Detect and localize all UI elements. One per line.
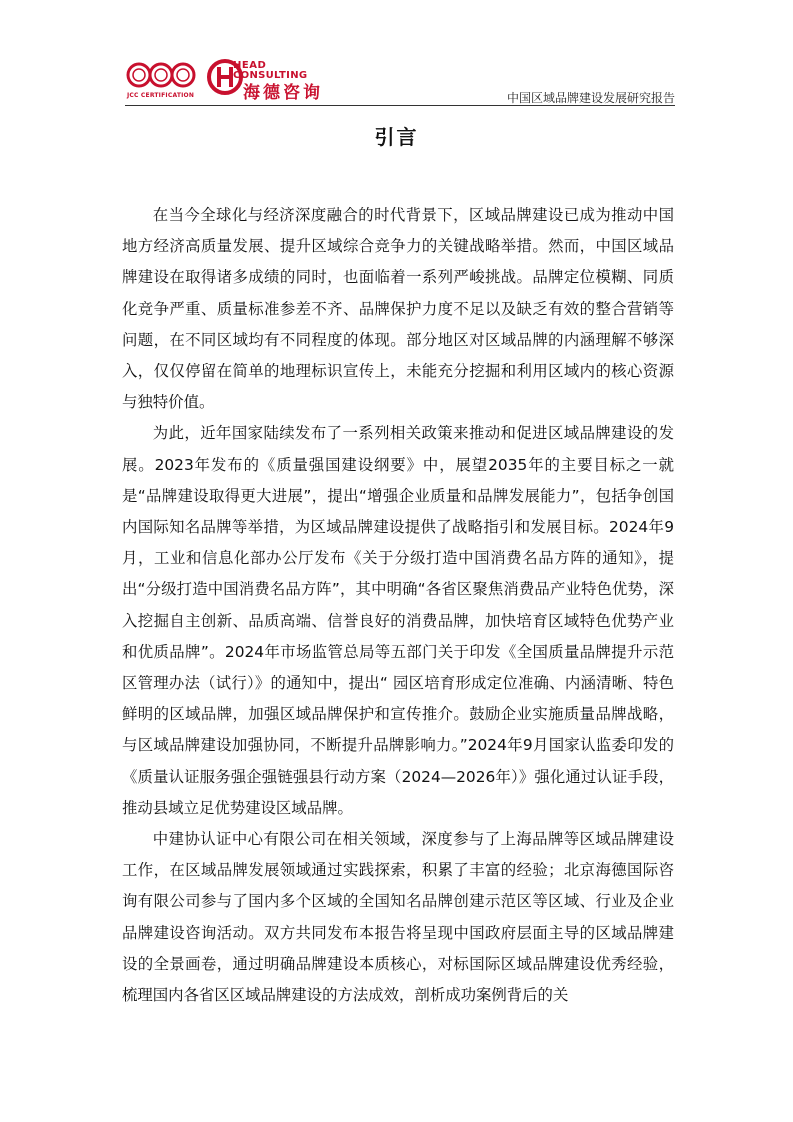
head-logo-text-head: HEAD [233,60,267,71]
body-content [122,200,674,1011]
jcc-certification-logo [125,59,197,99]
report-title: 中国区域品牌建设发展研究报告 [506,91,675,105]
header-divider [125,105,675,106]
head-logo-text-cn: 海德咨询 [243,83,323,103]
head-logo-text-consulting: CONSULTING [233,70,308,81]
paragraph-1: 在当今全球化与经济深度融合的时代背景下，区域品牌建设已成为推动中国地方经济高质量发展、提升区域综合竞争力的关键战略举措。然而，中国区域品牌建设在取得诸多成绩的同时，也面临着一系列严峻挑战。品牌定位模糊、同质化竞争严重、质量标准参差不齐、品牌保护力度不足以及缺乏有效的整合营销等问题，在不同区域均有不同程度的体现。部分地区对区域品牌的内涵理解不够深入，仅仅停留在简单的地理标识宣传上，未能充分挖掘和利用区域内的核心资源与独特价值。 [122,206,674,412]
page-title: 引言 [374,125,419,150]
jcc-logo-text: JCC CERTIFICATION [127,92,195,99]
head-consulting-logo [207,55,327,103]
page-header [125,55,675,105]
paragraph-2: 为此，近年国家陆续发布了一系列相关政策来推动和促进区域品牌建设的发展。2023年发布的《质量强国建设纲要》中，展望2035年的主要目标之一就是“品牌建设取得更大进展”，提出“增强企业质量和品牌发展能力”，包括争创国内国际知名品牌等举措，为区域品牌建设提供了战略指引和发展目标。2024年9月，工业和信息化部办公厅发布《关于分级打造中国消费名品方阵的通知》，提出“分级打造中国消费名品方阵”，其中明确“各省区聚焦消费品产业特色优势，深入挖掘自主创新、品质高端、信誉良好的消费品牌，加快培育区域特色优势产业和优质品牌”。2024年市场监管总局等五部门关于印发《全国质量品牌提升示范区管理办法（试行）》的通知中，提出“ 园区培育形成定位准确、内涵清晰、特色鲜明的区域品牌，加强区域品牌保护和宣传推介。鼓励企业实施质量品牌战略，与区域品牌建设加强协同，不断提升品牌影响力。”2024年9月国家认监委印发的《质量认证服务强企强链强县行动方案（2024—2026年）》强化通过认证手段，推动县域立足优势建设区域品牌。 [122,424,674,817]
paragraph-3: 中建协认证中心有限公司在相关领域，深度参与了上海品牌等区域品牌建设工作，在区域品牌发展领域通过实践探索，积累了丰富的经验；北京海德国际咨询有限公司参与了国内多个区域的全国知名品牌创建示范区等区域、行业及企业品牌建设咨询活动。双方共同发布本报告将呈现中国政府层面主导的区域品牌建设的全景画卷，通过明确品牌建设本质核心，对标国际区域品牌建设优秀经验，梳理国内各省区区域品牌建设的方法成效，剖析成功案例背后的关 [122,830,674,1005]
